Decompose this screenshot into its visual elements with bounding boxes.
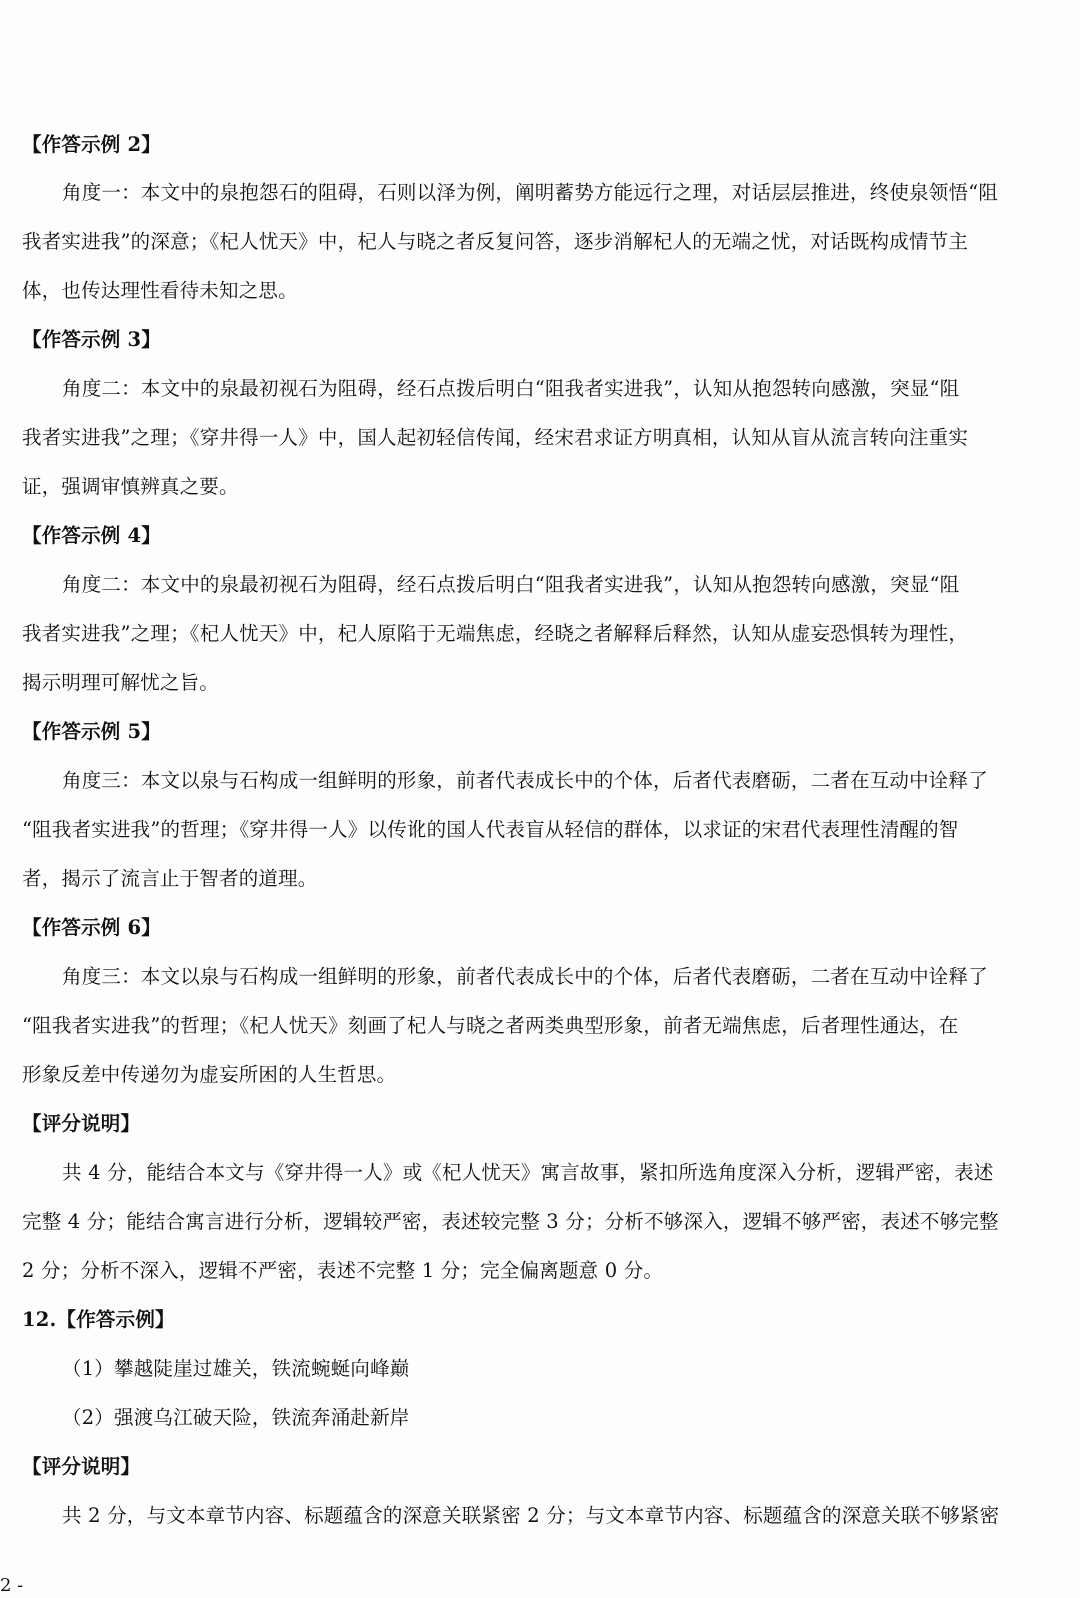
example-6-line-1: 角度三：本文以泉与石构成一组鲜明的形象，前者代表成长中的个体，后者代表磨砺，二者在互动中诠释了: [62, 965, 988, 988]
example-3-line-1: 角度二：本文中的泉最初视石为阻碍，经石点拨后明白“阻我者实进我”，认知从抱怨转向感激，突显“阻: [62, 377, 960, 400]
example-4-line-3: 揭示明理可解忧之旨。: [22, 671, 220, 694]
question-12-heading: 12.【作答示例】: [22, 1308, 175, 1331]
example-5-heading: 【作答示例 5】: [22, 720, 161, 743]
example-2-heading: 【作答示例 2】: [22, 133, 161, 156]
example-4-heading: 【作答示例 4】: [22, 524, 161, 547]
example-5-line-1: 角度三：本文以泉与石构成一组鲜明的形象，前者代表成长中的个体，后者代表磨砺，二者在互动中诠释了: [62, 769, 988, 792]
example-5-line-2: “阻我者实进我”的哲理；《穿井得一人》以传讹的国人代表盲从轻信的群体，以求证的宋君代表理性清醒的智: [22, 818, 959, 841]
example-6-heading: 【作答示例 6】: [22, 916, 161, 939]
example-3-heading: 【作答示例 3】: [22, 328, 161, 351]
scoring-2-line-1: 共 2 分，与文本章节内容、标题蕴含的深意关联紧密 2 分；与文本章节内容、标题蕴含的深意关联不够紧密: [62, 1504, 1000, 1527]
example-4-line-2: 我者实进我”之理；《杞人忧天》中，杞人原陷于无端焦虑，经晓之者解释后释然，认知从虚妄恐惧转为理性，: [22, 622, 969, 645]
scoring-1-line-3: 2 分；分析不深入，逻辑不严密，表述不完整 1 分；完全偏离题意 0 分。: [22, 1259, 664, 1282]
question-12-answer-1: （1）攀越陡崖过雄关，铁流蜿蜒向峰巅: [62, 1357, 410, 1380]
scoring-1-line-1: 共 4 分，能结合本文与《穿井得一人》或《杞人忧天》寓言故事，紧扣所选角度深入分析，逻辑严密，表述: [62, 1161, 994, 1184]
example-6-line-2: “阻我者实进我”的哲理；《杞人忧天》刻画了杞人与晓之者两类典型形象，前者无端焦虑，后者理性通达，在: [22, 1014, 959, 1037]
example-4-line-1: 角度二：本文中的泉最初视石为阻碍，经石点拨后明白“阻我者实进我”，认知从抱怨转向感激，突显“阻: [62, 573, 960, 596]
example-3-line-3: 证，强调审慎辨真之要。: [22, 475, 239, 498]
example-2-line-3: 体，也传达理性看待未知之思。: [22, 279, 298, 302]
scoring-heading-2: 【评分说明】: [22, 1455, 141, 1478]
example-2-line-1: 角度一：本文中的泉抱怨石的阻碍，石则以泽为例，阐明蓄势方能远行之理，对话层层推进，终使泉领悟“阻: [62, 181, 999, 204]
page-number: 2 -: [0, 1575, 24, 1596]
example-3-line-2: 我者实进我”之理；《穿井得一人》中，国人起初轻信传闻，经宋君求证方明真相，认知从盲从流言转向注重实: [22, 426, 969, 449]
example-6-line-3: 形象反差中传递勿为虚妄所困的人生哲思。: [22, 1063, 397, 1086]
scoring-1-line-2: 完整 4 分；能结合寓言进行分析，逻辑较严密，表述较完整 3 分；分析不够深入，逻辑不够严密，表述不够完整: [22, 1210, 999, 1233]
example-5-line-3: 者，揭示了流言止于智者的道理。: [22, 867, 318, 890]
scoring-heading-1: 【评分说明】: [22, 1112, 141, 1135]
example-2-line-2: 我者实进我”的深意；《杞人忧天》中，杞人与晓之者反复问答，逐步消解杞人的无端之忧，对话既构成情节主: [22, 230, 969, 253]
question-12-answer-2: （2）强渡乌江破天险，铁流奔涌赴新岸: [62, 1406, 410, 1429]
